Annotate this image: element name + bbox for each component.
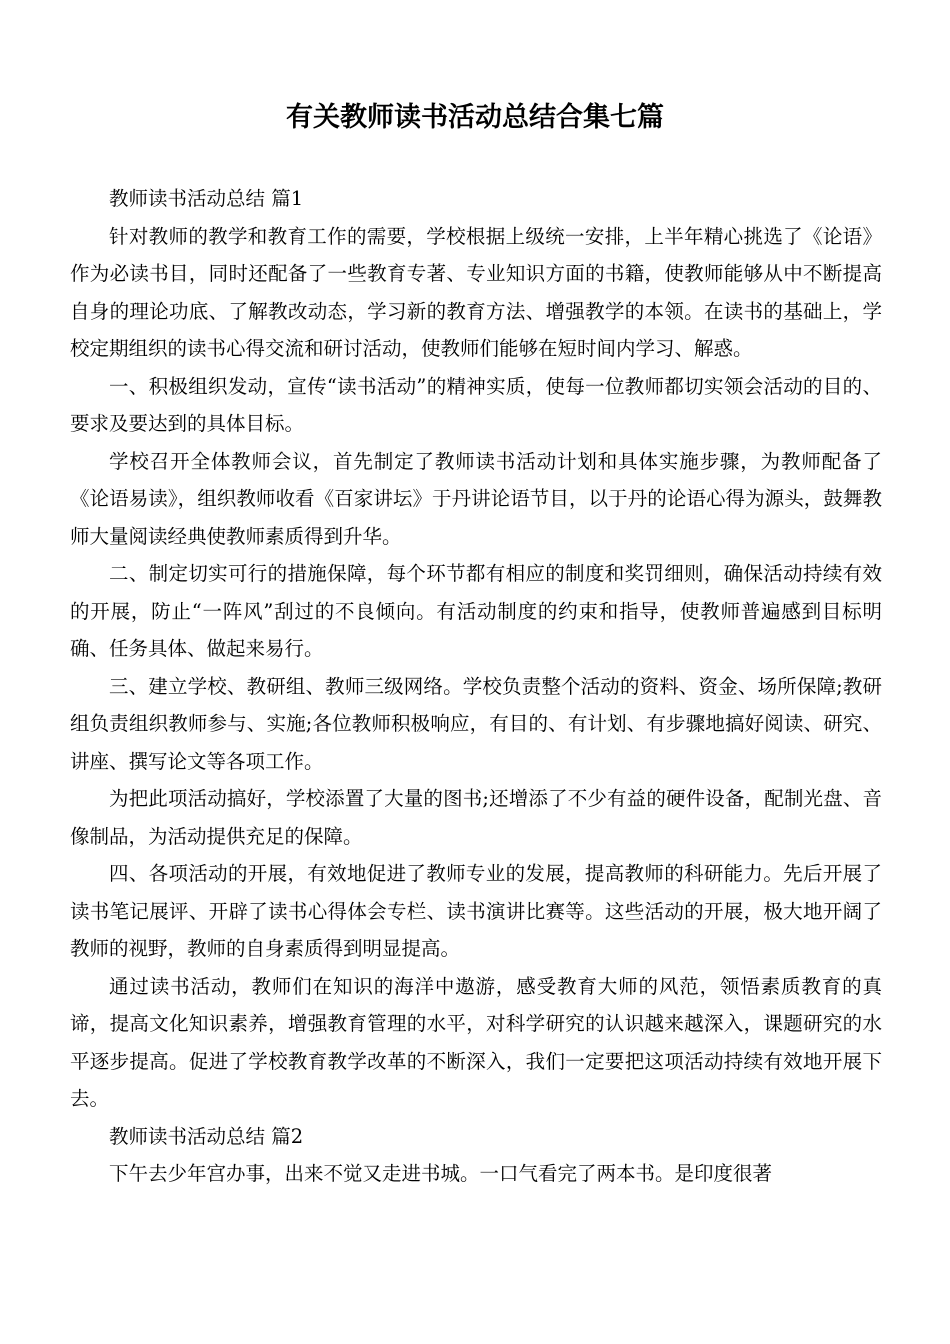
paragraph: 一、积极组织发动，宣传“读书活动”的精神实质，使每一位教师都切实领会活动的目的、要求及要达到的具体目标。 [70,374,882,435]
paragraph: 学校召开全体教师会议，首先制定了教师读书活动计划和具体实施步骤，为教师配备了《论语易读》，组织教师收看《百家讲坛》于丹讲论语节目，以于丹的论语心得为源头，鼓舞教师大量阅读经典使教师素质得到升华。 [70,449,882,548]
section-heading-2: 教师读书活动总结 篇2 [109,1124,304,1148]
paragraph: 四、各项活动的开展，有效地促进了教师专业的发展，提高教师的科研能力。先后开展了读书笔记展评、开辟了读书心得体会专栏、读书演讲比赛等。这些活动的开展，极大地开阔了教师的视野，教师的自身素质得到明显提高。 [70,862,882,960]
paragraph: 三、建立学校、教研组、教师三级网络。学校负责整个活动的资料、资金、场所保障;教研组负责组织教师参与、实施;各位教师积极响应，有目的、有计划、有步骤地搞好阅读、研究、讲座、撰写论文等各项工作。 [70,674,882,773]
document-title: 有关教师读书活动总结合集七篇 [286,102,664,133]
paragraph: 二、制定切实可行的措施保障，每个环节都有相应的制度和奖罚细则，确保活动持续有效的开展，防止“一阵风”刮过的不良倾向。有活动制度的约束和指导，使教师普遍感到目标明确、任务具体、做起来易行。 [70,562,882,660]
paragraph: 通过读书活动，教师们在知识的海洋中遨游，感受教育大师的风范，领悟素质教育的真谛，提高文化知识素养，增强教育管理的水平，对科学研究的认识越来越深入，课题研究的水平逐步提高。促进了学校教育教学改革的不断深入，我们一定要把这项活动持续有效地开展下去。 [70,974,882,1110]
paragraph: 下午去少年宫办事，出来不觉又走进书城。一口气看完了两本书。是印度很著 [109,1162,773,1185]
paragraph: 针对教师的教学和教育工作的需要，学校根据上级统一安排，上半年精心挑选了《论语》作为必读书目，同时还配备了一些教育专著、专业知识方面的书籍，使教师能够从中不断提高自身的理论功底、了解教改动态，学习新的教育方法、增强教学的本领。在读书的基础上，学校定期组织的读书心得交流和研讨活动，使教师们能够在短时间内学习、解惑。 [70,224,882,360]
document-body [70,180,882,1193]
section-heading-1: 教师读书活动总结 篇1 [109,187,304,210]
paragraph: 为把此项活动搞好，学校添置了大量的图书;还增添了不少有益的硬件设备，配制光盘、音像制品，为活动提供充足的保障。 [70,787,882,848]
